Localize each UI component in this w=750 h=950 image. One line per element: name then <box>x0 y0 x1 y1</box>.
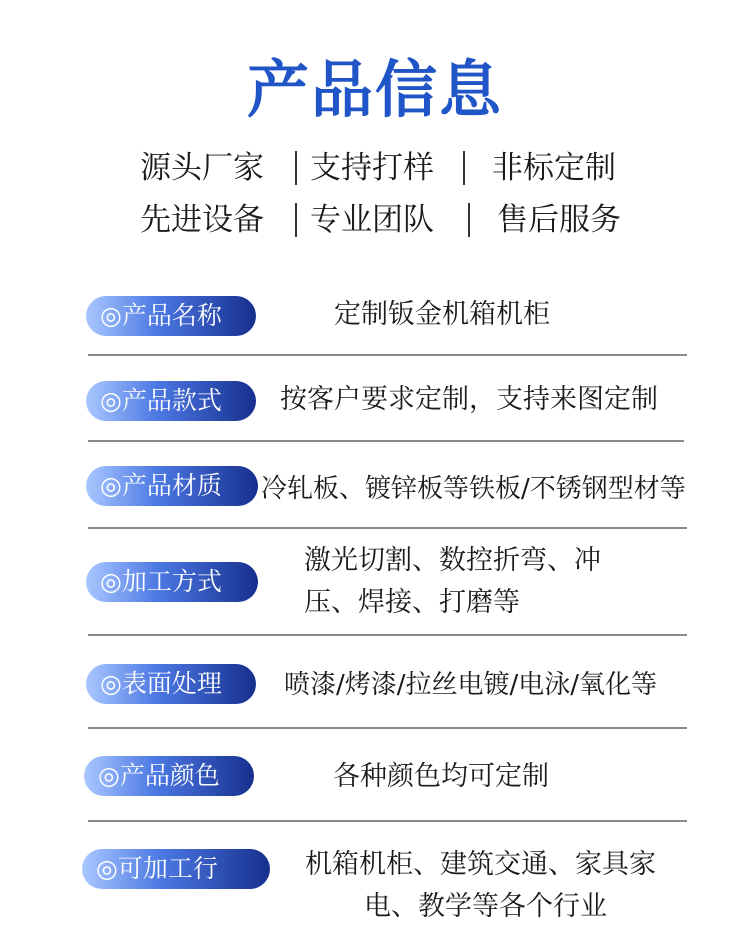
feature-item: 非标定制 <box>492 150 616 186</box>
divider <box>88 727 687 729</box>
spec-label-badge: ◎可加工行 <box>82 849 270 889</box>
spec-label-badge: ◎产品名称 <box>86 296 256 336</box>
feature-separator <box>468 203 470 237</box>
feature-separator <box>463 151 465 185</box>
divider <box>88 820 687 822</box>
spec-value: 电、教学等各个行业 <box>364 891 607 922</box>
feature-row-2 <box>140 198 640 242</box>
spec-label-badge: ◎加工方式 <box>86 562 258 602</box>
spec-value: 机箱机柜、建筑交通、家具家 <box>305 849 656 880</box>
feature-separator <box>295 203 297 237</box>
divider <box>88 440 684 442</box>
spec-value: 冷轧板、镀锌板等铁板/不锈钢型材等 <box>261 474 686 504</box>
page-title: 产品信息 <box>246 53 503 126</box>
spec-value: 激光切割、数控折弯、冲 <box>304 545 601 576</box>
spec-value: 按客户要求定制，支持来图定制 <box>280 384 658 415</box>
spec-value: 压、焊接、打磨等 <box>304 587 520 618</box>
spec-label-badge: ◎产品款式 <box>86 381 256 421</box>
spec-label-badge: ◎产品颜色 <box>84 756 254 796</box>
spec-value: 喷漆/烤漆/拉丝电镀/电泳/氧化等 <box>284 670 658 700</box>
feature-item: 先进设备 <box>140 202 264 238</box>
feature-item: 支持打样 <box>310 150 434 186</box>
spec-label-badge: ◎表面处理 <box>86 664 256 704</box>
divider <box>88 354 687 356</box>
feature-row-1 <box>140 146 640 190</box>
divider <box>88 527 687 529</box>
feature-item: 源头厂家 <box>140 150 264 186</box>
spec-value: 各种颜色均可定制 <box>333 761 549 792</box>
spec-value: 定制钣金机箱机柜 <box>334 299 550 330</box>
spec-label-badge: ◎产品材质 <box>86 466 258 506</box>
feature-item: 售后服务 <box>497 202 621 238</box>
feature-item: 专业团队 <box>310 202 434 238</box>
feature-separator <box>295 151 297 185</box>
divider <box>88 634 687 636</box>
